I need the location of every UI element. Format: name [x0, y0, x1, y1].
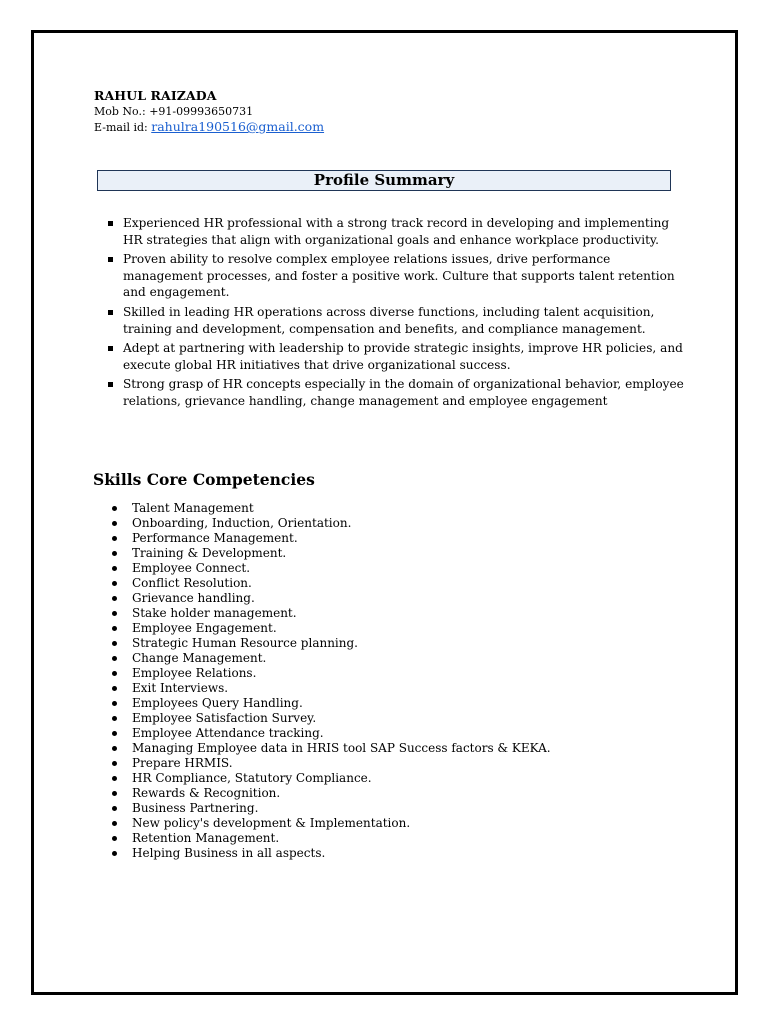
summary-item — [104, 376, 684, 409]
round-bullet-icon — [112, 566, 117, 571]
round-bullet-icon — [112, 626, 117, 631]
skill-item — [110, 546, 670, 561]
round-bullet-icon — [112, 731, 117, 736]
skill-item — [110, 726, 670, 741]
skill-text: Stake holder management. — [132, 606, 297, 620]
skill-item — [110, 711, 670, 726]
skill-item — [110, 621, 670, 636]
skill-item — [110, 666, 670, 681]
skill-text: Employees Query Handling. — [132, 696, 303, 710]
round-bullet-icon — [112, 641, 117, 646]
skill-text: HR Compliance, Statutory Compliance. — [132, 771, 372, 785]
skill-text: Grievance handling. — [132, 591, 255, 605]
round-bullet-icon — [112, 716, 117, 721]
skill-item — [110, 651, 670, 666]
skills-heading: Skills Core Competencies — [93, 470, 315, 489]
summary-item — [104, 251, 684, 301]
round-bullet-icon — [112, 746, 117, 751]
summary-item-text: Strong grasp of HR concepts especially in the domain of organizational behavior, employee relations, grievance handling, change management and employee engagement — [123, 377, 684, 408]
skill-text: Strategic Human Resource planning. — [132, 636, 358, 650]
email-label: E-mail id: — [94, 121, 152, 134]
skill-item — [110, 786, 670, 801]
round-bullet-icon — [112, 791, 117, 796]
skill-text: Employee Connect. — [132, 561, 251, 575]
skill-item — [110, 771, 670, 786]
round-bullet-icon — [112, 836, 117, 841]
skill-text: Performance Management. — [132, 531, 298, 545]
skill-text: Employee Satisfaction Survey. — [132, 711, 317, 725]
skills-list — [110, 501, 670, 861]
summary-item — [104, 215, 684, 248]
skill-item — [110, 576, 670, 591]
skill-item — [110, 591, 670, 606]
round-bullet-icon — [112, 776, 117, 781]
square-bullet-icon — [108, 346, 113, 351]
skill-item — [110, 516, 670, 531]
round-bullet-icon — [112, 656, 117, 661]
skill-text: Retention Management. — [132, 831, 280, 845]
skill-item — [110, 816, 670, 831]
skill-text: Rewards & Recognition. — [132, 786, 281, 800]
skill-item — [110, 801, 670, 816]
round-bullet-icon — [112, 521, 117, 526]
summary-item-text: Experienced HR professional with a strong track record in developing and implementing HR strategies that align with organizational goals and enhance workplace productivity. — [123, 216, 670, 247]
mobile-number: +91-09993650731 — [149, 105, 254, 118]
round-bullet-icon — [112, 686, 117, 691]
skill-item — [110, 501, 670, 516]
skill-text: Managing Employee data in HRIS tool SAP Success factors & KEKA. — [132, 741, 551, 755]
skill-item — [110, 846, 670, 861]
summary-item-text: Adept at partnering with leadership to provide strategic insights, improve HR policies, and execute global HR initiatives that drive organizational success. — [123, 341, 683, 372]
skill-text: Talent Management — [132, 501, 254, 515]
square-bullet-icon — [108, 221, 113, 226]
summary-item-text: Proven ability to resolve complex employee relations issues, drive performance management processes, and foster a positive work. Culture that supports talent retention and engagement. — [123, 252, 675, 300]
skill-text: Training & Development. — [132, 546, 287, 560]
square-bullet-icon — [108, 257, 113, 262]
skill-item — [110, 696, 670, 711]
skill-item — [110, 741, 670, 756]
round-bullet-icon — [112, 821, 117, 826]
mobile-label: Mob No.: — [94, 105, 150, 118]
candidate-name: RAHUL RAIZADA — [94, 88, 217, 103]
skill-text: Onboarding, Induction, Orientation. — [132, 516, 352, 530]
skill-item — [110, 756, 670, 771]
email-link[interactable]: rahulra190516@gmail.com — [151, 119, 325, 134]
summary-item — [104, 304, 684, 337]
round-bullet-icon — [112, 851, 117, 856]
skill-text: Business Partnering. — [132, 801, 259, 815]
round-bullet-icon — [112, 581, 117, 586]
round-bullet-icon — [112, 611, 117, 616]
skill-text: Exit Interviews. — [132, 681, 229, 695]
skill-item — [110, 681, 670, 696]
skill-text: Prepare HRMIS. — [132, 756, 233, 770]
round-bullet-icon — [112, 506, 117, 511]
round-bullet-icon — [112, 536, 117, 541]
round-bullet-icon — [112, 701, 117, 706]
skill-text: Change Management. — [132, 651, 267, 665]
skill-item — [110, 606, 670, 621]
square-bullet-icon — [108, 382, 113, 387]
skill-item — [110, 531, 670, 546]
summary-item-text: Skilled in leading HR operations across diverse functions, including talent acquisition, training and development, compensation and benefits, and compliance management. — [123, 304, 655, 336]
skill-text: Employee Relations. — [132, 666, 257, 680]
skill-text: Employee Attendance tracking. — [132, 726, 324, 740]
round-bullet-icon — [112, 671, 117, 676]
skill-text: New policy's development & Implementation. — [132, 816, 411, 830]
round-bullet-icon — [112, 551, 117, 556]
round-bullet-icon — [112, 596, 117, 601]
skill-item — [110, 831, 670, 846]
skill-text: Employee Engagement. — [132, 621, 277, 635]
round-bullet-icon — [112, 761, 117, 766]
profile-summary-heading: Profile Summary — [97, 170, 671, 191]
email-line — [94, 119, 694, 135]
summary-item — [104, 340, 684, 373]
resume-header — [94, 88, 694, 135]
mobile-line — [94, 104, 694, 119]
round-bullet-icon — [112, 806, 117, 811]
skill-item — [110, 561, 670, 576]
square-bullet-icon — [108, 310, 113, 315]
skill-text: Conflict Resolution. — [132, 576, 252, 590]
skill-item — [110, 636, 670, 651]
profile-summary-list — [104, 215, 684, 413]
skill-text: Helping Business in all aspects. — [132, 846, 326, 860]
